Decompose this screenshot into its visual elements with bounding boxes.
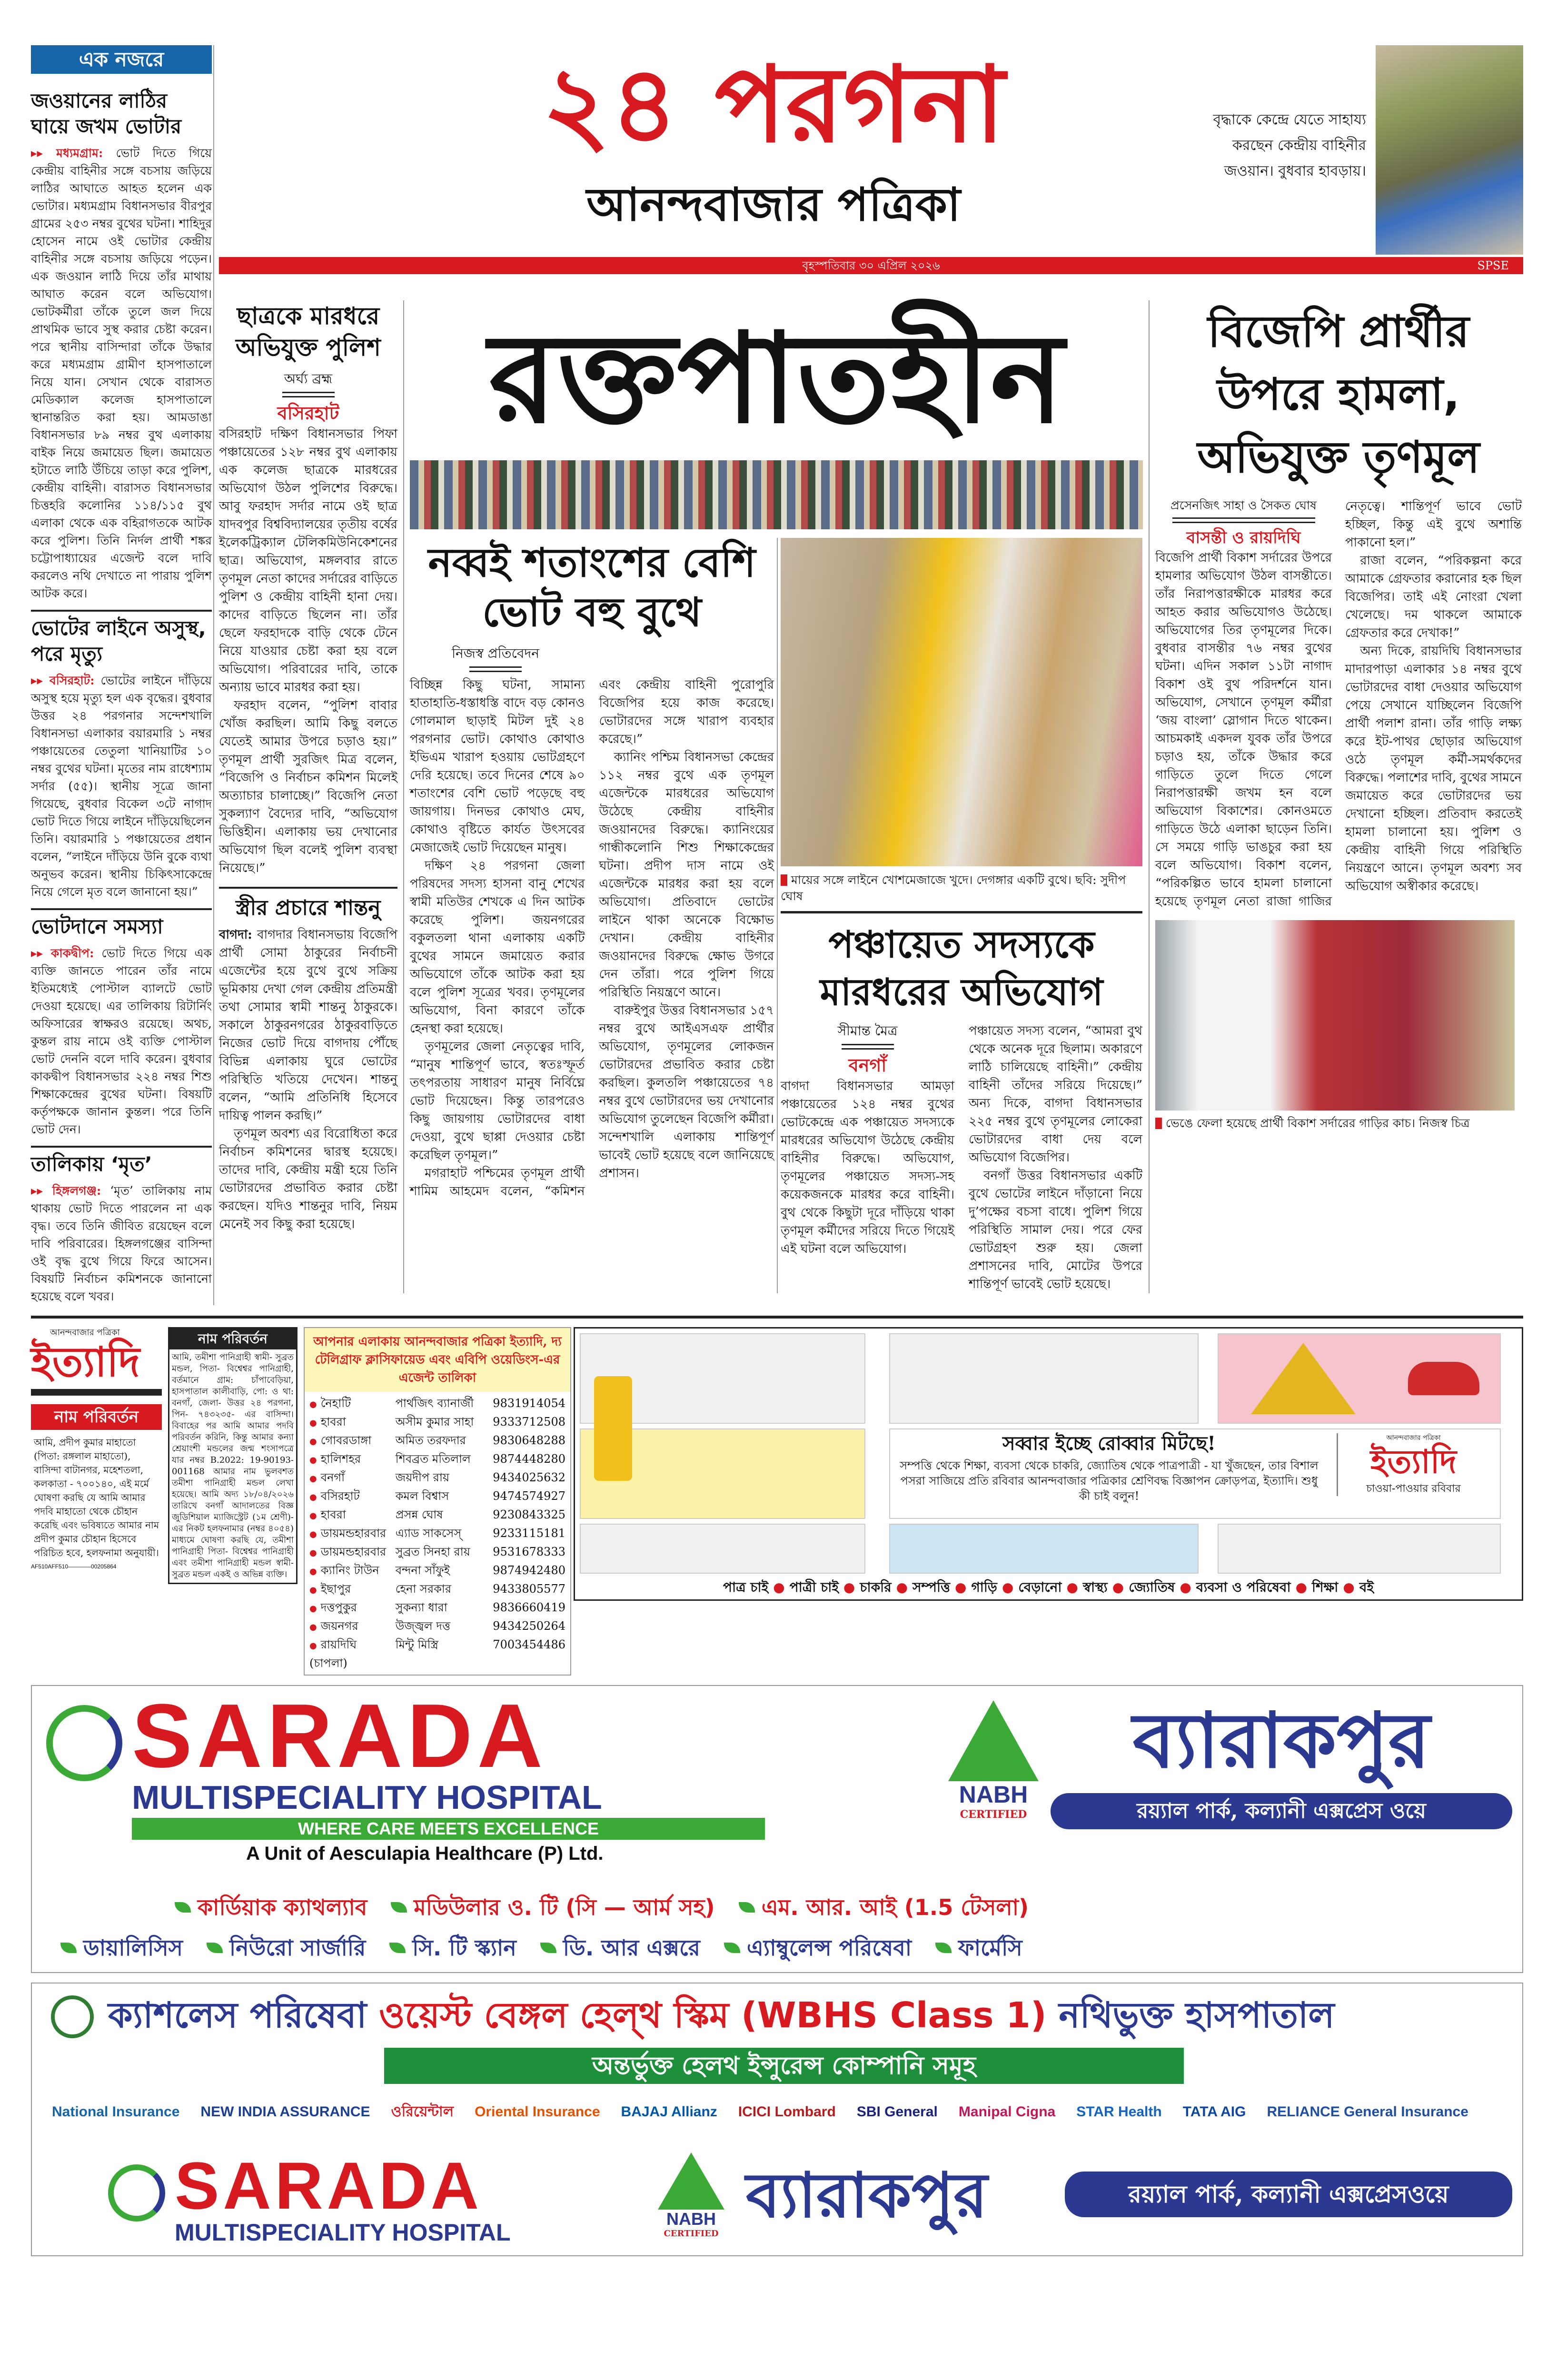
agent-phone: 9531678333: [493, 1545, 565, 1558]
agent-area: ● জয়নগর: [309, 1617, 396, 1636]
paragraph: বারুইপুর উত্তর বিধানসভার ১৫৭ নম্বর বুথে আইএসএফ প্রার্থীর অভিযোগ, তৃণমূলের লোকজন ভোটারদের প্রভাবিত করার চেষ্টা করছিল। কুলতলি পঞ্চায়েতের ৭৪ নম্বর বুথে ভোটারদের ভয় দেখানোর অভিযোগ তুলেছেন বিজেপি কর্মীরা। সন্দেশখালি এলাকায় শান্তিপূর্ণ ভাবেই ভোট হয়েছে বলে জানিয়েছে প্রশাসন।: [599, 1003, 774, 1180]
date-bar: [219, 257, 1523, 274]
agent-name: শিবব্রত মতিলাল: [395, 1452, 471, 1466]
agent-row: [309, 1413, 565, 1432]
agent-phone: 9830648288: [493, 1434, 565, 1447]
service-item: [724, 1931, 912, 1964]
agent-name: সুকন্যা ধারা: [395, 1601, 447, 1614]
agent-name: অমিত তরফদার: [395, 1434, 466, 1447]
agent-area: ● গোবরডাঙ্গা: [309, 1432, 396, 1450]
agent-list: [304, 1327, 571, 1676]
student-story: [219, 300, 397, 1233]
top-photo-caption: বৃদ্ধাকে কেন্দ্রে যেতে সাহায্য করছেন কেন্দ্রীয় বাহিনীর জওয়ান। বুধবার হাবড়ায়।: [1213, 111, 1366, 179]
ad-text-panel: [890, 1429, 1328, 1518]
agent-row: [309, 1506, 565, 1525]
attack-headline: বিজেপি প্রার্থীর উপরে হামলা, অভিযুক্ত তৃণমূল: [1197, 306, 1480, 483]
insurer-logo: STAR Health: [1076, 2104, 1162, 2120]
issue-date: বৃহস্পতিবার ৩০ এপ্রিল ২০২৬: [802, 259, 940, 272]
category-label: বেড়ানো: [1018, 1579, 1062, 1595]
notice-1: আমি, প্রদীপ কুমার মাহাতো (পিতা: রঙ্গলাল মাহাতো), বাসিন্দা বাটানগর, মহেশতলা, কলকাতা - ৭০০১৪০, এই মর্মে ঘোষণা করছি যে আমি আমার পদবি মাহাতো থেকে চৌহান করেছি এবং ভবিষ্যতে আমার নাম প্রদীপ কুমার চৌহান হিসেবে পরিচিত হবে, হলফনামা অনুযায়ী।: [34, 1437, 159, 1558]
service-label: ফার্মেসি: [958, 1935, 1022, 1961]
category-label: বই: [1359, 1579, 1374, 1595]
agent-name: জয়দীপ রায়: [395, 1471, 450, 1484]
category-label: শিক্ষা: [1312, 1579, 1339, 1595]
attack-byline: প্রসেনজিৎ সাহা ও সৈকত ঘোষ: [1170, 498, 1317, 512]
paragraph: বিজেপি প্রার্থী বিকাশ সর্দারের উপরে হামলার অভিযোগ উঠল বাসন্তীতে। তাঁর নিরাপত্তারক্ষীকে মারধর করে আহত করার অভিযোগও উঠেছে। অভিযোগের তির তৃণমূলের দিকে। বুধবার বাসন্তীর ৭৬ নম্বর বুথের ঘটনা। এদিন সকাল ১১টা নাগাদ বিকাশ ওই বুথ পরিদর্শনে যান। অভিযোগ, সেখানে তৃণমূল কর্মীরা ‘জয় বাংলা’ স্লোগান দিতে থাকেন। আচমকাই একদল যুবক তাঁর উপরে চড়াও হয়, তাঁকে উদ্ধার করে গাড়িতে তুলে দিতে গেলে নিরাপত্তারক্ষী জখম হন বলে অভিযোগ বিকাশের। কোনওমতে গাড়িতে উঠে এলাকা ছাড়েন তিনি। সে সময়ে গাড়ি ভাঙচুর করা হয় বলে অভিযোগ। বিকাশ বলেন, “পরিকল্পিত ভাবে হামলা চালানো হয়েছে তৃণমূল নেতা রাজা গাজির নেতৃত্বে। শান্তিপূর্ণ ভাবে ভোট হচ্ছিল, কিন্তু এই বুথে অশান্তি পাকানো হল।”: [1155, 499, 1522, 909]
brief-headline: ভোটদানে সমস্যা: [31, 908, 212, 940]
caption-text: ভেঙে ফেলা হয়েছে প্রার্থী বিকাশ সর্দারের গাড়ির কাচ। নিজস্ব চিত্র: [1166, 1116, 1470, 1130]
hospital-logo-icon: [108, 2164, 165, 2221]
paragraph: ক্যানিং পশ্চিম বিধানসভা কেন্দ্রের ১১২ নম্বর বুথে এক তৃণমূল এজেন্টকে মারধরের অভিযোগ উঠেছে কেন্দ্রীয় বাহিনীর জওয়ানদের বিরুদ্ধে। ক্যানিংয়ের গান্ধীকলোনি শিশু শিক্ষাকেন্দ্রের ঘটনা। প্রদীপ দাস নামে ওই এজেন্টকে মারধর করা হয় বলে অভিযোগ। প্রতিবাদে ভোটের লাইনে থাকা অনেকে বিক্ষোভ দেখান। কেন্দ্রীয় বাহিনীর জওয়ানদের বিরুদ্ধে ক্ষোভ উগরে দেন তাঁরা। পরে পুলিশ গিয়ে পরিস্থিতি নিয়ন্ত্রণে আনে।: [599, 750, 774, 1000]
brief-place: ▸▸ মধ্যমগ্রাম:: [31, 146, 103, 160]
news-section: [31, 45, 1523, 1305]
nabh-badge: [651, 2152, 732, 2239]
wbhs-insurers-title: অন্তর্ভুক্ত হেলথ ইন্সুরেন্স কোম্পানি সমূহ: [384, 2048, 1184, 2084]
insurer-logo: Manipal Cigna: [958, 2104, 1056, 2120]
brief-text: ভোট দিতে গিয়ে কেন্দ্রীয় বাহিনীর সঙ্গে বচসায় জড়িয়ে লাঠির আঘাতে আহত হলেন এক ভোটার। মধ্যমগ্রাম বিধানসভার বীরপুর গ্রামের ২৫৩ নম্বর বুথের ঘটনা। শাহিদুর হোসেন নামে ওই ভোটার কেন্দ্রীয় বাহিনীর সঙ্গে বচসায় জড়িয়ে পড়েন। এক জওয়ান লাঠি দিয়ে তাঁর মাথায় আঘাত করেন বলে অভিযোগ। ভোটকর্মীরা তাঁকে তুলে জল দিয়ে প্রাথমিক ভাবে সুস্থ করার চেষ্টা করেন। পরে স্থানীয় বাসিন্দারা তাঁকে উদ্ধার করে মধ্যমগ্রাম গ্রামীণ হাসপাতালে নিয়ে যান। সেখান থেকে বারাসত মেডিক্যাল কলেজ হাসপাতালে স্থানান্তরিত করা হয়। আমডাঙা বিধানসভার ৮৯ নম্বর বুথ এলাকায় বাইক নিয়ে জমায়েত ছিল। জমায়েত হটাতে লাঠি উঁচিয়ে তাড়া করে পুলিশ, কেন্দ্রীয় বাহিনী। বারাসত বিধানসভার চিত্তহরি কলোনির ১১৪/১১৫ বুথ এলাকা থেকে এক বহিরাগতকে আটক করে পুলিশ। তিনি নির্দল প্রার্থী শঙ্কর চট্টোপাধ্যায়ের এজেন্ট বলে দাবি করলেও নথি দেখাতে না পারায় পুলিশ আটক করে।: [31, 146, 212, 600]
agent-phone: 9836660419: [493, 1601, 565, 1614]
voters-photo: [781, 538, 1142, 866]
category-label: পাত্রী চাই: [789, 1579, 839, 1595]
agent-area: ● ক্যানিং টাউন: [309, 1562, 396, 1580]
agent-area: ● হাবরা: [309, 1413, 396, 1432]
bullet-separator: ●: [1180, 1579, 1191, 1595]
leaf-icon: [540, 1943, 556, 1953]
service-item: [389, 1931, 516, 1964]
paragraph: বাগদার বিধানসভায় বিজেপি প্রার্থী সোমা ঠাকুরের নির্বাচনী এজেন্টের হয়ে বুথে বুথে সক্রিয় ভূমিকায় দেখা গেল কেন্দ্রীয় প্রতিমন্ত্রী তথা সোমার স্বামী শান্তনু ঠাকুরকে। সকালে ঠাকুরনগরের ঠাকুরবাড়িতে নিজের ভোট দিয়ে বাগদায় পৌঁছে বিভিন্ন এলাকায় ঘুরে ভোটের পরিস্থিতি খতিয়ে দেখেন। শান্তনু বলেন, “আমি প্রতিনিধি হিসেবে দায়িত্ব পালন করছি।”: [219, 928, 397, 1123]
hospital-address: রয়্যাল পার্ক, কল্যানী এক্সপ্রেস ওয়ে: [1051, 1793, 1512, 1829]
brief-place: ▸▸ হিঙ্গলগঞ্জ:: [31, 1184, 101, 1198]
center-area: [410, 300, 1143, 1293]
agent-area: ● হাবরা: [309, 1506, 396, 1525]
category-label: ব্যবসা ও পরিষেবা: [1196, 1579, 1291, 1595]
insurer-logo: National Insurance: [52, 2104, 180, 2120]
lead-headline: রক্তপাতহীন: [488, 307, 1064, 451]
leaf-icon: [207, 1943, 223, 1953]
paragraph: বনগাঁ উত্তর বিধানসভার একটি বুথে ভোটের লাইনে দাঁড়ানো নিয়ে দু’পক্ষের বচসা বাধে। পুলিশ গিয়ে পরিস্থিতি সামাল দেয়। পরে ফের ভোটগ্রহণ শুরু হয়। জেলা প্রশাসনের দাবি, মোটের উপরে শান্তিপূর্ণ ভাবেই ভোট হয়েছে।: [969, 1169, 1142, 1291]
agent-area: ● ডায়মন্ডহারবার: [309, 1525, 396, 1543]
brief-headline: তালিকায় ‘মৃত’: [31, 1146, 212, 1177]
category-label: সম্পত্তি: [912, 1579, 951, 1595]
brief-text: ‘মৃত’ তালিকায় নাম থাকায় ভোট দিতে পারলেন না এক বৃদ্ধ। তবে তিনি জীবিত রয়েছেন বলে দাবি পরিবারের। হিঙ্গলগঞ্জের বাসিন্দা ওই বৃদ্ধ বুথে গিয়ে ফিরে আসেন। বিষয়টি নির্বাচন কমিশনকে জানানো হয়েছে বলে খবর।: [31, 1184, 212, 1303]
ad-logo: ইত্যাদি: [1370, 1443, 1457, 1481]
agent-name: মিন্টু মিস্ত্রি: [395, 1638, 439, 1651]
services-row-2: [60, 1931, 1046, 1967]
agent-area: ● রায়দিঘি (চাপলা): [309, 1636, 396, 1672]
nabh-label: NABH: [959, 1781, 1028, 1808]
brief-text: ভোটের লাইনে দাঁড়িয়ে অসুস্থ হয়ে মৃত্যু হল এক বৃদ্ধের। বুধবার উত্তর ২৪ পরগনার সন্দেশখালি বিধানসভা এলাকার বয়ারমারি ১ নম্বর পঞ্চায়েতের তেতুলা খানিয়াটির ১০ নম্বর বুথের ঘটনা। মৃতের নাম রাধেশ্যাম সর্দার (৫৫)। স্থানীয় সূত্রে জানা গিয়েছে, বুধবার বিকেল ৩টে নাগাদ ভোট দিতে গিয়ে লাইনে দাঁড়িয়েছিলেন তিনি। বয়ারমারি ১ পঞ্চায়েতের প্রধান বলেন, “লাইনে দাঁড়িয়ে উনি বুকে ব্যথা অনুভব করেন। স্থানীয় চিকিৎসাকেন্দ্রে নিয়ে গেলে মৃত বলে জানানো হয়।”: [31, 674, 212, 899]
agents-title: আপনার এলাকায় আনন্দবাজার পত্রিকা ইত্যাদি, দ্য টেলিগ্রাফ ক্লাসিফায়েড এবং এবিপি ওয়েডিংস-এর এজেন্ট তালিকা: [305, 1328, 570, 1392]
agent-phone: 9230843325: [493, 1508, 565, 1521]
panchayat-story: [781, 921, 1142, 1293]
agent-area: ● দত্তপুকুর: [309, 1599, 396, 1617]
agent-phone: 9874448280: [493, 1452, 565, 1466]
agent-row: [309, 1450, 565, 1469]
insurer-logo: ওরিয়েন্টাল: [391, 2104, 454, 2120]
ninety-headline: নব্বই শতাংশের বেশি ভোট বহু বুথে: [428, 539, 756, 635]
insurer-logos: [41, 2094, 1512, 2130]
agent-row: [309, 1488, 565, 1506]
agent-name: অসীম কুমার সাহা: [395, 1415, 474, 1428]
name-change-notice: [168, 1327, 298, 1584]
ninety-story: [410, 538, 774, 1200]
paragraph: ফরহাদ বলেন, “পুলিশ বাবার খোঁজ করছিল। আমি কিছু বলতে যেতেই আমার উপরে চড়াও হয়।” তৃণমূল প্রার্থী সুরজিৎ মিত্র বলেন, “বিজেপি ও নির্বাচন কমিশন মিলেই অত্যাচার চালাচ্ছে।” বিজেপি নেতা সুকল্যাণ বৈদ্যের দাবি, “অভিযোগ ভিত্তিহীন। এলাকায় ভয় দেখানোর অভিযোগ ছিল বলেই পুলিশ ব্যবস্থা নিয়েছে।”: [219, 698, 397, 875]
leaf-icon: [739, 1902, 755, 1913]
insurer-logo: SBI General: [856, 2104, 938, 2120]
insurer-logo: ICICI Lombard: [738, 2104, 836, 2120]
leaf-icon: [389, 1943, 406, 1953]
paragraph: অন্য দিকে, রায়দিঘি বিধানসভার মাদারপাড়া এলাকার ১৪ নম্বর বুথে ভোটারদের বাধা দেওয়ার অভিযোগ পেয়ে সেখানে যাচ্ছিলেন বিজেপি প্রার্থী পলাশ রানা। তাঁর গাড়ি লক্ষ্য করে ইট-পাথর ছোড়ার অভিযোগ ওঠে তৃণমূল কর্মী-সমর্থকদের বিরুদ্ধে। পলাশের দাবি, বুথের সামনে জমায়েত করে ভোটারদের ভয় দেখানো হচ্ছিল। প্রতিবাদ করতেই হামলা চালানো হয়। পুলিশ ও কেন্দ্রীয় বাহিনী গিয়ে পরিস্থিতি নিয়ন্ত্রণে আনে। তৃণমূল অবশ্য সব অভিযোগ অস্বীকার করেছে।: [1345, 644, 1522, 893]
attack-place: বাসন্তী ও রায়দিঘি: [1186, 528, 1301, 547]
ityadi-display-ad: [574, 1327, 1523, 1601]
paragraph: রাজা বলেন, “পরিকল্পনা করে আমাকে গ্রেফতার করানোর হক ছিল বিজেপির। তাই এই নোংরা খেলা খেলেছে। দম থাকলে আমাকে গ্রেফতার করে দেখাক!”: [1345, 554, 1522, 640]
agent-name: কমল বিশ্বাস: [395, 1489, 449, 1503]
brief-body: [31, 672, 212, 901]
category-label: গাড়ি: [971, 1579, 997, 1595]
insurer-logo: NEW INDIA ASSURANCE: [200, 2104, 370, 2120]
hospital-name: SARADA: [132, 1686, 547, 1786]
agent-area: ● বনগাঁ: [309, 1469, 396, 1488]
student-body: [219, 425, 397, 877]
masthead-subtitle: আনন্দবাজার পত্রিকা: [586, 178, 961, 231]
masthead: [219, 45, 1523, 257]
service-label: সি. টি স্ক্যান: [412, 1935, 516, 1961]
paragraph: মগরাহাট পশ্চিমের তৃণমূল প্রার্থী শামিম আহমেদ বলেন, “কমিশন এবং কেন্দ্রীয় বাহিনী পুরোপুরি বিজেপির হয়ে কাজ করেছে। ভোটারদের সঙ্গে খারাপ ব্যবহার করেছে।”: [410, 678, 774, 1199]
agent-row: [309, 1580, 565, 1599]
paragraph: বাগদা বিধানসভার আমড়া পঞ্চায়েতের ১২৪ নম্বর বুথের ভোটকেন্দ্রে এক পঞ্চায়েত সদস্যকে মারধরের অভিযোগ উঠেছে কেন্দ্রীয় বাহিনীর বিরুদ্ধে। অভিযোগ, তৃণমূলের পঞ্চায়েত সদস্য-সহ কয়েকজনকে মারধর করে বাহিনী। বুথ থেকে কিছুটা দূরে দাঁড়িয়ে থাকা তৃণমূল কর্মীদের সরিয়ে দিতে গিয়েই এই ঘটনা বলে অভিযোগ।: [781, 1079, 954, 1256]
govt-emblem-icon: [51, 1995, 94, 2038]
agent-row: [309, 1395, 565, 1413]
agent-area: ● হালিশহর: [309, 1450, 396, 1469]
bullet-separator: ●: [896, 1579, 908, 1595]
logo-top: আনন্দবাজার পত্রিকা: [50, 1328, 120, 1338]
agent-row: [309, 1432, 565, 1450]
notice-2-title: নাম পরিবর্তন: [169, 1329, 296, 1349]
agent-phone: 9831914054: [493, 1397, 565, 1410]
bullet-separator: ●: [1343, 1579, 1355, 1595]
service-item: [540, 1931, 700, 1964]
service-label: নিউরো সার্জারি: [229, 1935, 366, 1961]
student-headline: ছাত্রকে মারধরে অভিযুক্ত পুলিশ: [236, 302, 381, 361]
paragraph: বিচ্ছিন্ন কিছু ঘটনা, সামান্য হাতাহাতি-ধস্তাধস্তি বাদে বড় কোনও গোলমাল ছাড়াই মিটল দুই ২৪ পরগনার ভোট। কোথাও কোথাও ইভিএম খারাপ হওয়ায় ভোটগ্রহণে দেরি হয়েছে। তবে দিনের শেষে ৯০ শতাংশের বেশি ভোট পড়েছে বহু জায়গায়। দিনভর কোথাও মেঘ, কোথাও বৃষ্টিতে কার্যত উৎসবের মেজাজেই ভোট দিয়েছেন মানুষ।: [410, 678, 585, 855]
service-label: ডায়ালিসিস: [83, 1935, 183, 1961]
paragraph: দক্ষিণ ২৪ পরগনা জেলা পরিষদের সদস্য হাসনা বানু শেখের স্বামী মতিউর শেখকে এ দিন আটক করেছে পুলিশ। জয়নগরের বকুলতলা থানা এলাকায় একটি বুথের সামনে জমায়েত করার অভিযোগে তাঁকে আটক করা হয় বলে পুলিশ সূত্রের খবর। তৃণমূলের অভিযোগ, বিনা কারণে তাঁকে হেনস্থা করা হয়েছে।: [410, 859, 585, 1036]
wbhs-ad: [31, 1983, 1523, 2256]
agent-phone: 9233115181: [493, 1527, 565, 1540]
ninety-byline: নিজস্ব প্রতিবেদন: [452, 645, 539, 661]
service-item: [207, 1931, 366, 1964]
brief-place: ▸▸ কাকদ্বীপ:: [31, 946, 94, 960]
bullet-separator: ●: [1066, 1579, 1078, 1595]
hospital-address: রয়্যাল পার্ক, কল্যানী এক্সপ্রেসওয়ে: [1065, 2172, 1512, 2217]
leaf-icon: [175, 1902, 191, 1913]
agent-area: ● বসিরহাট: [309, 1488, 396, 1506]
agent-row: [309, 1469, 565, 1488]
agent-name: পার্থজিৎ ব্যানার্জী: [395, 1397, 474, 1410]
masthead-title: ২৪ পরগনা: [542, 44, 1005, 166]
service-label: এ্যাম্বুলেন্স পরিষেবা: [746, 1935, 912, 1961]
student-place: বসিরহাট: [277, 403, 339, 424]
agent-name: প্রসন্ন ঘোষ: [395, 1508, 443, 1521]
category-strip: [575, 1577, 1522, 1598]
category-label: পাত্র চাই: [723, 1579, 769, 1595]
voters-photo-caption: [781, 872, 1142, 904]
insurer-logo: RELIANCE General Insurance: [1267, 2104, 1468, 2120]
shantanu-body: [219, 926, 397, 1233]
ad-tagline: চাওয়া-পাওয়ার রবিবার: [1366, 1483, 1461, 1495]
briefs-header: এক নজরে: [31, 45, 212, 74]
car-photo-caption: [1155, 1115, 1522, 1131]
bullet-separator: ●: [843, 1579, 855, 1595]
wbhs-cashless: ক্যাশলেস পরিষেবা: [108, 1995, 367, 2036]
agent-name: এ্যাড সাকসেস্: [395, 1527, 462, 1540]
certified-label: CERTIFIED: [960, 1808, 1027, 1821]
service-item: [739, 1891, 1029, 1924]
panchayat-headline: পঞ্চায়েত সদস্যকে মারধরের অভিযোগ: [820, 923, 1103, 1014]
hospital-city: ব্যারাকপুর: [746, 2159, 988, 2231]
panchayat-byline: সীমান্ত মৈত্র: [837, 1023, 898, 1039]
hospital-name: SARADA: [175, 2148, 483, 2223]
queue-photo: [410, 460, 1143, 529]
nabh-badge: [946, 1700, 1041, 1821]
bullet-separator: ●: [773, 1579, 785, 1595]
panchayat-place: বনগাঁ: [848, 1055, 887, 1076]
leaf-icon: [60, 1943, 77, 1953]
agent-area: ● ডায়মন্ডহারবার: [309, 1543, 396, 1562]
brief-headline: জওয়ানের লাঠির ঘায়ে জখম ভোটার: [31, 89, 182, 138]
tent-icon: [1251, 1343, 1356, 1414]
category-label: স্বাস্থ্য: [1082, 1579, 1108, 1595]
hospital-city: ব্যারাকপুর: [1132, 1696, 1430, 1785]
category-label: চাকরি: [860, 1579, 892, 1595]
suitcase-icon: [594, 1376, 632, 1481]
certified-label: CERTIFIED: [664, 2229, 719, 2239]
notice-1-code: AF510AFF510————00205864: [31, 1563, 117, 1570]
leaf-icon: [724, 1943, 740, 1953]
hospital-sub: MULTISPECIALITY HOSPITAL: [175, 2219, 511, 2246]
leaf-icon: [935, 1943, 952, 1953]
brief-text: ভোট দিতে গিয়ে এক ব্যক্তি জানতে পারেন তাঁর নামে ইতিমধ্যেই পোস্টাল ব্যালটে ভোট দেওয়া হয়েছে। এর তালিকায় রিটার্নিং অফিসারের স্বাক্ষরও রয়েছে। অথচ, কুন্তল রায় নামে ওই ব্যক্তি পোস্টাল ভোট দেননি বলে দাবি করেন। বুধবার কাকদ্বীপ বিধানসভার ২২৪ নম্বর শিশু শিক্ষাকেন্দ্রের বুথের ঘটনা। বিষয়টি কর্তৃপক্ষকে জানান কুন্তল। পরে তিনি ভোট দেন।: [31, 946, 212, 1136]
service-item: [175, 1891, 367, 1924]
agent-name: উজ্জ্বল দত্ত: [395, 1619, 451, 1633]
category-label: জ্যোতিষ: [1129, 1579, 1175, 1595]
ityadi-classified: [31, 1327, 162, 1570]
sarada-hospital-ad: [31, 1685, 1523, 1973]
briefs-list: [31, 88, 212, 1305]
brief-body: [31, 144, 212, 602]
bullet-separator: ●: [1112, 1579, 1124, 1595]
agent-row: [309, 1636, 565, 1672]
wbhs-enlisted: নথিভুক্ত হাসপাতাল: [1059, 1995, 1335, 2036]
ad-logo-top: আনন্দবাজার পত্রিকা: [1386, 1434, 1441, 1442]
agent-phone: 9434025632: [493, 1471, 565, 1484]
agent-phone: 9874942480: [493, 1564, 565, 1577]
ad-body: সম্পত্তি থেকে শিক্ষা, ব্যবসা থেকে চাকরি, জ্যোতিষ থেকে পাত্রপাত্রী - যা খুঁজছেন, তার বিশাল পসরা সাজিয়ে প্রতি রবিবার আনন্দবাজার পত্রিকার শ্রেণিবদ্ধ বিজ্ঞাপন ক্রোড়পত্র, ইত্যাদি। শুধু কী চাই বলুন!: [900, 1459, 1319, 1503]
hospital-tagline: WHERE CARE MEETS EXCELLENCE: [132, 1818, 765, 1840]
agent-row: [309, 1617, 565, 1636]
agent-area: ● ইছাপুর: [309, 1580, 396, 1599]
section-label: নাম পরিবর্তন: [31, 1404, 162, 1430]
brief-headline: ভোটের লাইনে অসুস্থ, পরে মৃত্যু: [31, 610, 212, 667]
caption-text: মায়ের সঙ্গে লাইনে খোশমেজাজে খুদে। দেগঙ্গার একটি বুথে। ছবি: সুদীপ ঘোষ: [781, 873, 1126, 903]
hospital-sub: MULTISPECIALITY HOSPITAL: [132, 1779, 602, 1816]
hospital-logo-icon: [46, 1705, 122, 1781]
agent-name: হেনা সরকার: [395, 1582, 452, 1596]
agent-name: বন্দনা সাঁফুই: [395, 1564, 450, 1577]
classifieds-section: [31, 1327, 1523, 1676]
service-label: মডিউলার ও. টি (সি — আর্ম সহ): [414, 1894, 715, 1920]
edition-code: SPSE: [1477, 259, 1509, 272]
briefs-column: [31, 45, 212, 1305]
ityadi-logo: ইত্যাদি: [31, 1339, 140, 1386]
paragraph: তৃণমূল অবশ্য এর বিরোধিতা করে নির্বাচন কমিশনের দ্বারস্থ হয়েছে। তাদের দাবি, কেন্দ্রীয় মন্ত্রী হয়ে তিনি ভোটারদের প্রভাবিত করার চেষ্টা করছেন। যদিও শান্তনুর দাবি, নিয়ম মেনেই সব কিছু করা হয়েছে।: [219, 1127, 397, 1231]
service-item: [391, 1891, 714, 1924]
notice-2: আমি, তমীশা পানিগ্রাহী স্বামী- সুব্রত মন্ডল, পিতা- বিশ্বেশ্বর পানিগ্রাহী, বর্তমানে গ্রাম: চাঁপাবেড়িয়া, হাসপাতাল কালীবাড়ি, পো: ও থা: বনগাঁ, জেলা- উত্তর ২৪ পরগনা, পিন- ৭৪৩২৩৫- এর বাসিন্দা। বিবাহের পর আমি আমার পদবি পরিবর্তন করিনি, কিন্তু আমার কন্যা শ্রেয়াংশী মন্ডলের জন্ম শংসাপত্রে যার নম্বর B.2022: 19-90193-001168 আমার নাম ভুলবশত তমীশা পানিগ্রাহী মন্ডল লেখা হয়েছে। আমি অদ্য ১৮/০৪/২০২৬ তারিখে বনগাঁ আদালতের বিজ্ঞ জুডিশিয়াল ম্যাজিস্ট্রেট (১ম শ্রেণী)-এর নিকট হলফনামার (নম্বর ৪০৫৪) মাধ্যমে ঘোষণা করছি যে, তমীশা পানিগ্রাহী পিতা- বিশ্বেশ্বর পানিগ্রাহী এবং তমীশা পানিগ্রাহী মন্ডল স্বামী- সুব্রত মন্ডল একই ও অভিন্ন ব্যক্তি।: [172, 1352, 294, 1579]
paragraph: তৃণমূলের জেলা নেতৃত্বের দাবি, “মানুষ শান্তিপূর্ণ ভাবে, স্বতঃস্ফূর্ত তৎপরতায় সাধারণ মানুষ নির্বিঘ্নে ভোট দিয়েছেন। কিন্তু তারপরেও কিছু জায়গায় ভোটারদের বাধা দেওয়া, বুথে ছাপ্পা দেওয়ার চেষ্টা করেছিল তৃণমূল।”: [410, 1040, 585, 1162]
center-right: [781, 538, 1142, 1293]
ninety-body: [410, 676, 774, 1200]
paragraph: পঞ্চায়েত সদস্য বলেন, “আমরা বুথ থেকে অনেক দূরে ছিলাম। অকারণে লাঠি চালিয়েছে বাহিনী।” কেন্দ্রীয় বাহিনী তাঁদের সরিয়ে দিয়েছে।” অন্য দিকে, বাগদা বিধানসভার ২২৫ নম্বর বুথে তৃণমূলের লোকেরা ভোটারদের বাধা দেয় বলে অভিযোগ বিজেপির।: [969, 1024, 1142, 1165]
wbhs-scheme: ওয়েস্ট বেঙ্গল হেল্থ স্কিম (WBHS Class 1): [379, 1995, 1047, 2036]
agent-phone: 9433805577: [493, 1582, 565, 1596]
nabh-label: NABH: [666, 2209, 716, 2229]
shantanu-headline: স্ত্রীর প্রচারে শান্তনু: [219, 887, 397, 922]
agent-phone: 9434250264: [493, 1619, 565, 1633]
brief-body: [31, 944, 212, 1138]
service-label: এম. আর. আই (1.5 টেসলা): [761, 1894, 1029, 1920]
agent-phone: 9333712508: [493, 1415, 565, 1428]
hospital-unit: A Unit of Aesculapia Healthcare (P) Ltd.: [246, 1843, 604, 1864]
paragraph: বসিরহাট দক্ষিণ বিধানসভার পিফা পঞ্চায়েতের ১২৮ নম্বর বুথ এলাকায় এক কলেজ ছাত্রকে মারধরের অভিযোগ উঠল পুলিশের বিরুদ্ধে। আবু ফরহাদ সর্দার নামে ওই ছাত্র যাদবপুর বিশ্ববিদ্যালয়ের তৃতীয় বর্ষের ইলেকট্রিক্যাল টেলিকমিউনিকেশনের ছাত্র। অভিযোগ, মঙ্গলবার রাতে তৃণমূল নেতা কাদের সর্দারের বাড়িতে পুলিশ ও কেন্দ্রীয় বাহিনী হানা দেয়। কাদের বাড়িতে ছিলেন না। তাঁর ছেলে ফরহাদকে বাড়ি থেকে টেনে নিয়ে যাওয়ার চেষ্টা করা হয় বলে অভিযোগ। পরিবারের দাবি, তাকে অন্যায় ভাবে মারধর করা হয়।: [219, 427, 397, 694]
agent-row: [309, 1562, 565, 1580]
main-area: [219, 45, 1523, 1293]
agent-area: ● নৈহাটি: [309, 1395, 396, 1413]
service-item: [935, 1931, 1022, 1964]
insurer-logo: Oriental Insurance: [475, 2104, 600, 2120]
bullet-separator: ●: [955, 1579, 967, 1595]
agent-name: সুব্রত সিনহা রায়: [395, 1545, 470, 1558]
agent-phone: 7003454486: [493, 1638, 565, 1651]
agent-row: [309, 1525, 565, 1543]
attack-story: [1155, 300, 1522, 1131]
service-item: [60, 1931, 183, 1964]
ad-headline: সব্বার ইচ্ছে রোব্বার মিটছে!: [1002, 1432, 1216, 1455]
services-row-1: [175, 1891, 1052, 1927]
place-label: বাগদা:: [219, 928, 252, 942]
insurer-logo: BAJAJ Allianz: [621, 2104, 717, 2120]
car-photo: [1155, 920, 1515, 1111]
student-byline: অর্ঘ্য ব্রহ্ম: [284, 371, 333, 387]
car-icon: [1408, 1362, 1479, 1395]
service-label: ডি. আর এক্সরে: [563, 1935, 700, 1961]
bullet-separator: ●: [1295, 1579, 1308, 1595]
agent-row: [309, 1543, 565, 1562]
brief-place: ▸▸ বসিরহাট:: [31, 674, 95, 687]
agents-table: [305, 1392, 570, 1675]
insurer-logo: TATA AIG: [1182, 2104, 1246, 2120]
top-photo: [1376, 45, 1523, 255]
agent-row: [309, 1599, 565, 1617]
leaf-icon: [391, 1902, 407, 1913]
bullet-separator: ●: [1002, 1579, 1014, 1595]
agent-phone: 9474574927: [493, 1489, 565, 1503]
brief-body: [31, 1182, 212, 1305]
service-label: কার্ডিয়াক ক্যাথল্যাব: [198, 1894, 367, 1920]
